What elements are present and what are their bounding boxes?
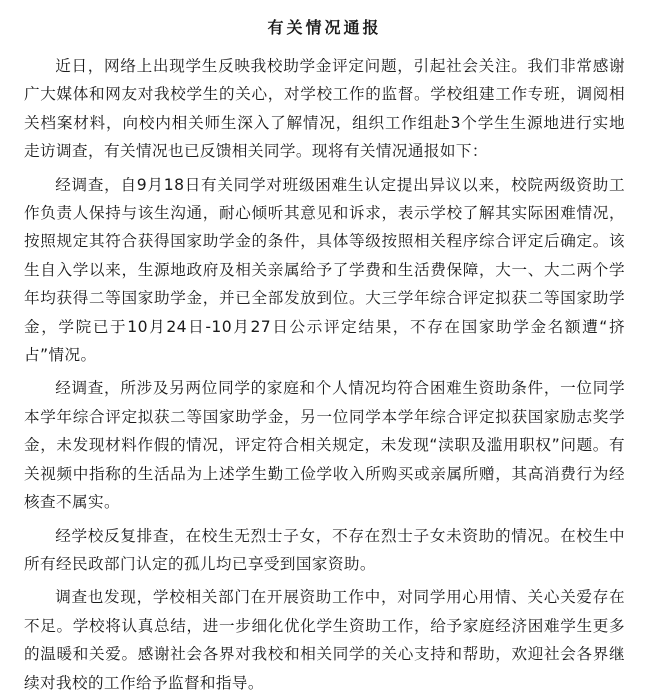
document-title: 有关情况通报 bbox=[267, 18, 382, 37]
paragraph-martyr-orphan-check: 经学校反复排查，在校生无烈士子女，不存在烈士子女未资助的情况。在校生中所有经民政部门认定的孤儿均已享受到国家资助。 bbox=[24, 526, 625, 573]
paragraph-investigation-first-student: 经调查，自9月18日有关同学对班级困难生认定提出异议以来，校院两级资助工作负责人保持与该生沟通，耐心倾听其意见和诉求，表示学校了解其实际困难情况，按照规定其符合获得国家助学金的条件，具体等级按照相关程序综合评定后确定。该生自入学以来，生源地政府及相关亲属给予了学费和生活费保障，大一、大二两个学年均获得二等国家助学金，并已全部发放到位。大三学年综合评定拟获二等国家助学金，学院已于10月24日-10月27日公示评定结果，不存在国家助学金名额遭“挤占”情况。 bbox=[24, 175, 625, 365]
paragraph-investigation-other-students: 经调查，所涉及另两位同学的家庭和个人情况均符合困难生资助条件，一位同学本学年综合评定拟获二等国家助学金，另一位同学本学年综合评定拟获国家励志奖学金，未发现材料作假的情况，评定符合相关规定，未发现“渎职及滥用职权”问题。有关视频中指称的生活品为上述学生勤工俭学收入所购买或亲属所赠，其高消费行为经核查不属实。 bbox=[24, 379, 625, 512]
paragraph-intro: 近日，网络上出现学生反映我校助学金评定问题，引起社会关注。我们非常感谢广大媒体和网友对我校学生的关心，对学校工作的监督。学校组建工作专班，调阅相关档案材料，向校内相关师生深入了解情况，组织工作组赴3个学生生源地进行实地走访调查，有关情况也已反馈相关同学。现将有关情况通报如下： bbox=[24, 57, 625, 161]
paragraph-conclusion: 调查也发现，学校相关部门在开展资助工作中，对同学用心用情、关心关爱存在不足。学校将认真总结，进一步细化优化学生资助工作，给予家庭经济困难学生更多的温暖和关爱。感谢社会各界对我校和相关同学的关心支持和帮助，欢迎社会各界继续对我校的工作给予监督和指导。 bbox=[24, 588, 625, 692]
